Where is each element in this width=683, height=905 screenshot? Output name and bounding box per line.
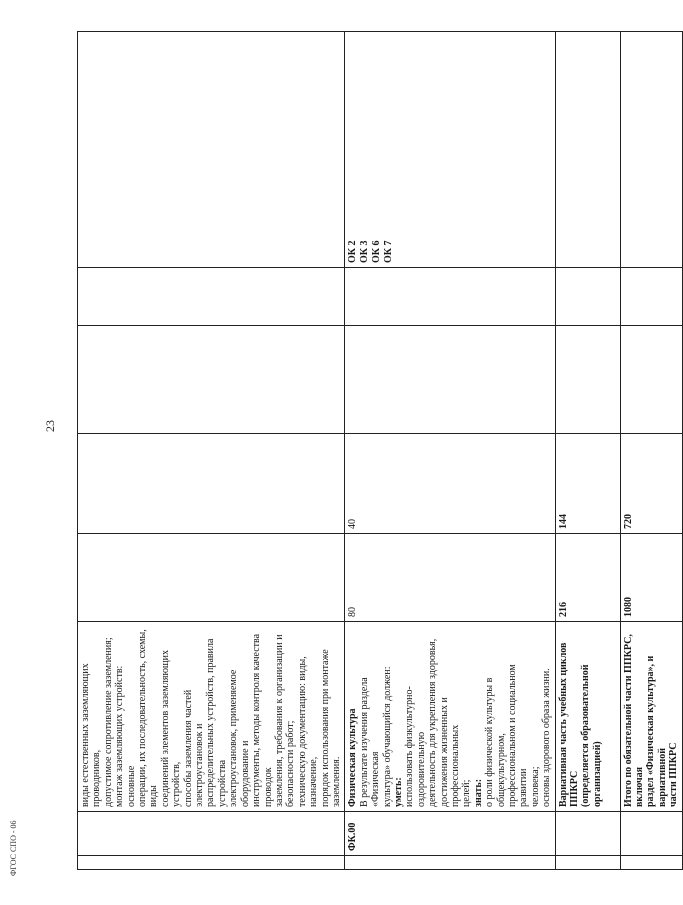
text-line: уметь:	[392, 777, 404, 807]
section-code: ФК.00	[345, 812, 555, 856]
text-line: порядок использования при монтаже заземления.	[319, 649, 342, 807]
text-line: профессиональном и социальном развитии	[507, 664, 530, 807]
discipline-cell	[620, 326, 682, 434]
text-line: использовать физкультурно-оздоровительную	[404, 686, 427, 807]
page-number: 23	[43, 420, 57, 432]
code-cell	[78, 812, 345, 856]
text-line: безопасности работ;	[285, 720, 297, 807]
competency-code-cell	[78, 268, 345, 326]
class-hours-cell	[78, 434, 345, 534]
text-line: человека;	[529, 766, 541, 807]
text-line: электроустановок, применяемое оборудование и	[228, 669, 251, 807]
margin-cell	[555, 856, 620, 870]
text-line: раздел «Физическая культура», и вариативной	[645, 655, 668, 807]
text-line: операции, их последовательность, схемы, виды	[137, 629, 160, 807]
text-line: культура» обучающийся должен:	[381, 666, 393, 807]
text-line: деятельность для укрепления здоровья,	[427, 638, 439, 807]
table-row-physical-culture	[345, 32, 555, 870]
text-line: о роли физической культуры в общекультурном,	[484, 677, 507, 807]
description-cell	[345, 622, 555, 812]
table-row-variable-part	[555, 32, 620, 870]
class-hours-value: 40	[345, 434, 555, 534]
text-line: Вариативная часть учебных циклов ППКРС	[557, 642, 581, 807]
text-line: инструменты, методы контроля качества проводок	[251, 633, 274, 807]
text-line: знать:	[472, 778, 484, 807]
max-hours-value: 216	[555, 534, 620, 622]
discipline-cell	[555, 326, 620, 434]
discipline-cell	[345, 326, 555, 434]
competency-item: ОК 7	[383, 240, 395, 263]
max-hours-cell	[78, 534, 345, 622]
max-hours-value: 80	[345, 534, 555, 622]
text-line: заземления, требования к организации и	[273, 634, 285, 807]
competency-code-cell	[620, 268, 682, 326]
competency-item: ОК 6	[371, 240, 383, 263]
text-line: достижения жизненных и профессиональных	[438, 697, 461, 807]
text-line: Итого по обязательной части ППКРС, включая	[622, 634, 646, 807]
code-cell	[555, 812, 620, 856]
margin-cell	[345, 856, 555, 870]
table-row-continuation	[78, 32, 345, 870]
text-line: основы здорового образа жизни.	[541, 668, 553, 807]
table-row-total	[620, 32, 682, 870]
text-line: способы заземления частей электроустановок и	[182, 689, 206, 807]
discipline-cell	[78, 326, 345, 434]
section-title: Физическая культура	[347, 708, 359, 807]
text-line: распределительных устройств, правила устройства	[205, 638, 228, 807]
margin-cell	[620, 856, 682, 870]
class-hours-value: 720	[620, 434, 682, 534]
rotated-table-frame	[77, 32, 680, 870]
competency-item: ОК 2	[347, 240, 359, 263]
competency-code-cell	[345, 268, 555, 326]
footer-code: ФГОС СПО - 06	[9, 820, 18, 876]
text-line: техническую документацию: виды, назначение,	[296, 656, 320, 807]
text-line: монтаж заземляющих устройств: основные	[114, 665, 137, 807]
max-hours-value: 1080	[620, 534, 682, 622]
competency-item: ОК 3	[359, 240, 371, 263]
text-line: виды естественных заземляющих проводников,	[80, 663, 103, 807]
description-cell	[620, 622, 682, 812]
competency-code-cell	[555, 268, 620, 326]
text-line: В результате изучения раздела «Физическая	[358, 677, 382, 807]
text-line: (определяется образовательной организацией)	[580, 664, 603, 807]
text-line: части ППКРС	[668, 742, 680, 807]
code-cell	[620, 812, 682, 856]
class-hours-value: 144	[555, 434, 620, 534]
competency-cell	[78, 32, 345, 268]
competency-list	[345, 32, 555, 268]
competency-cell	[620, 32, 682, 268]
description-cell	[78, 622, 345, 812]
text-line: соединений элементов заземляющих устройств,	[159, 650, 183, 807]
curriculum-table	[77, 31, 683, 870]
text-line: целей;	[461, 779, 473, 807]
text-line: допустимое сопротивление заземления;	[102, 637, 114, 807]
margin-cell	[78, 856, 345, 870]
competency-cell	[555, 32, 620, 268]
description-cell	[555, 622, 620, 812]
